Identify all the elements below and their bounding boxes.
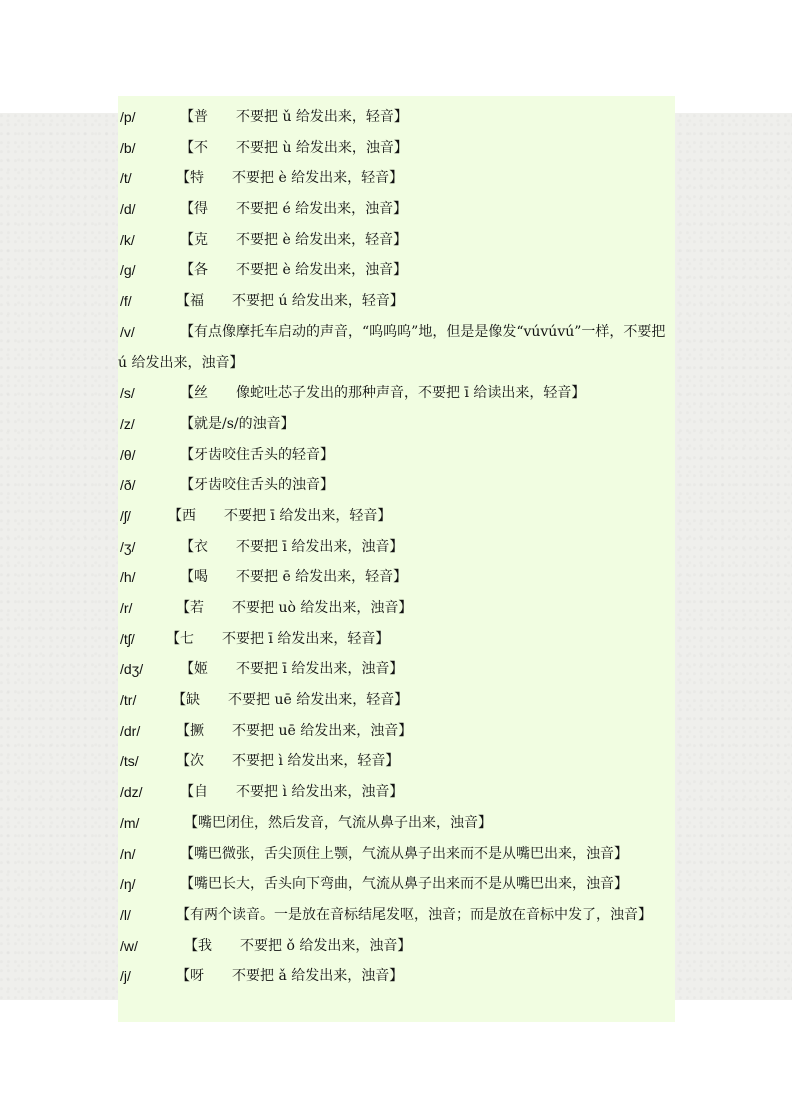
list-item	[118, 409, 675, 440]
pronunciation-note: 【得 不要把 é 给发出来，浊音】	[180, 201, 408, 218]
list-item	[118, 501, 675, 532]
list-item	[118, 869, 675, 900]
pronunciation-note: 【若 不要把 uò 给发出来，浊音】	[176, 600, 413, 617]
list-item	[118, 163, 675, 194]
pronunciation-note: 【丝 像蛇吐芯子发出的那种声音，不要把 ī 给读出来，轻音】	[180, 385, 586, 402]
list-item	[118, 378, 675, 409]
pronunciation-note: 【牙齿咬住舌头的浊音】	[180, 477, 334, 494]
pronunciation-note: 【喝 不要把 ē 给发出来，轻音】	[180, 569, 408, 586]
list-item	[118, 839, 675, 870]
pronunciation-note: 【衣 不要把 ī 给发出来，浊音】	[180, 538, 404, 555]
pronunciation-note: 【缺 不要把 uē 给发出来，轻音】	[172, 692, 409, 709]
phonetic-symbol: /tr/	[120, 692, 137, 709]
phonetic-symbol: /ts/	[120, 753, 139, 770]
list-item	[118, 746, 675, 777]
list-item	[118, 255, 675, 286]
list-item	[118, 777, 675, 808]
phonetic-symbol: /z/	[120, 415, 135, 432]
phonetic-symbol: /ð/	[120, 477, 136, 494]
list-item	[118, 317, 675, 378]
list-item	[118, 624, 675, 655]
pronunciation-note: 【嘴巴微张，舌尖顶住上颚，气流从鼻子出来而不是从嘴巴出来，浊音】	[180, 845, 628, 862]
list-item	[118, 440, 675, 471]
pronunciation-note: 【普 不要把 ǔ 给发出来，轻音】	[180, 109, 408, 125]
phonetic-symbol: /l/	[120, 906, 131, 923]
phonetic-list	[118, 102, 675, 992]
pronunciation-note: 【克 不要把 è 给发出来，轻音】	[180, 231, 408, 248]
pronunciation-note: 【有点像摩托车启动的声音，“呜呜呜”地，但是是像发“vúvúvú”一样，不要把 ú 给发出来，浊音】	[118, 323, 666, 371]
phonetic-symbol: /s/	[120, 385, 135, 402]
pronunciation-note: 【呀 不要把 ǎ 给发出来，浊音】	[176, 968, 404, 985]
phonetic-symbol: /h/	[120, 569, 136, 586]
phonetic-symbol: /m/	[120, 814, 140, 831]
list-item	[118, 716, 675, 747]
phonetic-document	[118, 96, 675, 1022]
pronunciation-note: 【姬 不要把 ī 给发出来，浊音】	[180, 661, 404, 678]
pronunciation-note: 【各 不要把 è 给发出来，浊音】	[180, 262, 408, 279]
phonetic-symbol: /θ/	[120, 446, 136, 463]
phonetic-symbol: /dr/	[120, 722, 141, 739]
phonetic-symbol: /k/	[120, 231, 135, 248]
phonetic-symbol: /j/	[120, 968, 131, 985]
pronunciation-note: 【我 不要把 ǒ 给发出来，浊音】	[184, 937, 412, 954]
phonetic-symbol: /d/	[120, 201, 136, 218]
phonetic-symbol: /dʒ/	[120, 661, 144, 678]
phonetic-symbol: /p/	[120, 109, 136, 125]
pronunciation-note: 【西 不要把 ī 给发出来，轻音】	[168, 507, 392, 524]
list-item	[118, 133, 675, 164]
list-item	[118, 685, 675, 716]
phonetic-symbol: /n/	[120, 845, 136, 862]
list-item	[118, 562, 675, 593]
pronunciation-note: 【次 不要把 ì 给发出来，轻音】	[176, 753, 400, 770]
list-item	[118, 470, 675, 501]
phonetic-symbol: /ŋ/	[120, 876, 136, 893]
list-item	[118, 532, 675, 563]
list-item	[118, 931, 675, 962]
list-item	[118, 194, 675, 225]
pronunciation-note: 【福 不要把 ú 给发出来，轻音】	[176, 293, 404, 310]
phonetic-symbol: /v/	[120, 323, 135, 340]
pronunciation-note: 【七 不要把 ī 给发出来，轻音】	[166, 630, 390, 647]
pronunciation-note: 【嘴巴闭住，然后发音，气流从鼻子出来，浊音】	[184, 814, 492, 831]
list-item	[118, 286, 675, 317]
pronunciation-note: 【就是/s/的浊音】	[180, 415, 295, 432]
list-item	[118, 593, 675, 624]
list-item	[118, 654, 675, 685]
pronunciation-note: 【撅 不要把 uē 给发出来，浊音】	[176, 722, 413, 739]
phonetic-symbol: /ʒ/	[120, 538, 136, 555]
list-item	[118, 225, 675, 256]
phonetic-symbol: /t/	[120, 170, 132, 187]
phonetic-symbol: /f/	[120, 293, 132, 310]
phonetic-symbol: /tʃ/	[120, 630, 135, 647]
list-item	[118, 102, 675, 133]
pronunciation-note: 【有两个读音。一是放在音标结尾发呕，浊音；而是放在音标中发了，浊音】	[176, 906, 652, 923]
list-item	[118, 900, 675, 931]
pronunciation-note: 【特 不要把 è 给发出来，轻音】	[176, 170, 404, 187]
pronunciation-note: 【牙齿咬住舌头的轻音】	[180, 446, 334, 463]
pronunciation-note: 【不 不要把 ù 给发出来，浊音】	[180, 139, 408, 156]
pronunciation-note: 【自 不要把 ì 给发出来，浊音】	[180, 784, 404, 801]
phonetic-symbol: /r/	[120, 600, 133, 617]
phonetic-symbol: /w/	[120, 937, 138, 954]
phonetic-symbol: /b/	[120, 139, 136, 156]
phonetic-symbol: /ʃ/	[120, 507, 131, 524]
list-item	[118, 961, 675, 992]
phonetic-symbol: /g/	[120, 262, 136, 279]
list-item	[118, 808, 675, 839]
phonetic-symbol: /dz/	[120, 784, 143, 801]
pronunciation-note: 【嘴巴长大，舌头向下弯曲，气流从鼻子出来而不是从嘴巴出来，浊音】	[180, 876, 628, 893]
